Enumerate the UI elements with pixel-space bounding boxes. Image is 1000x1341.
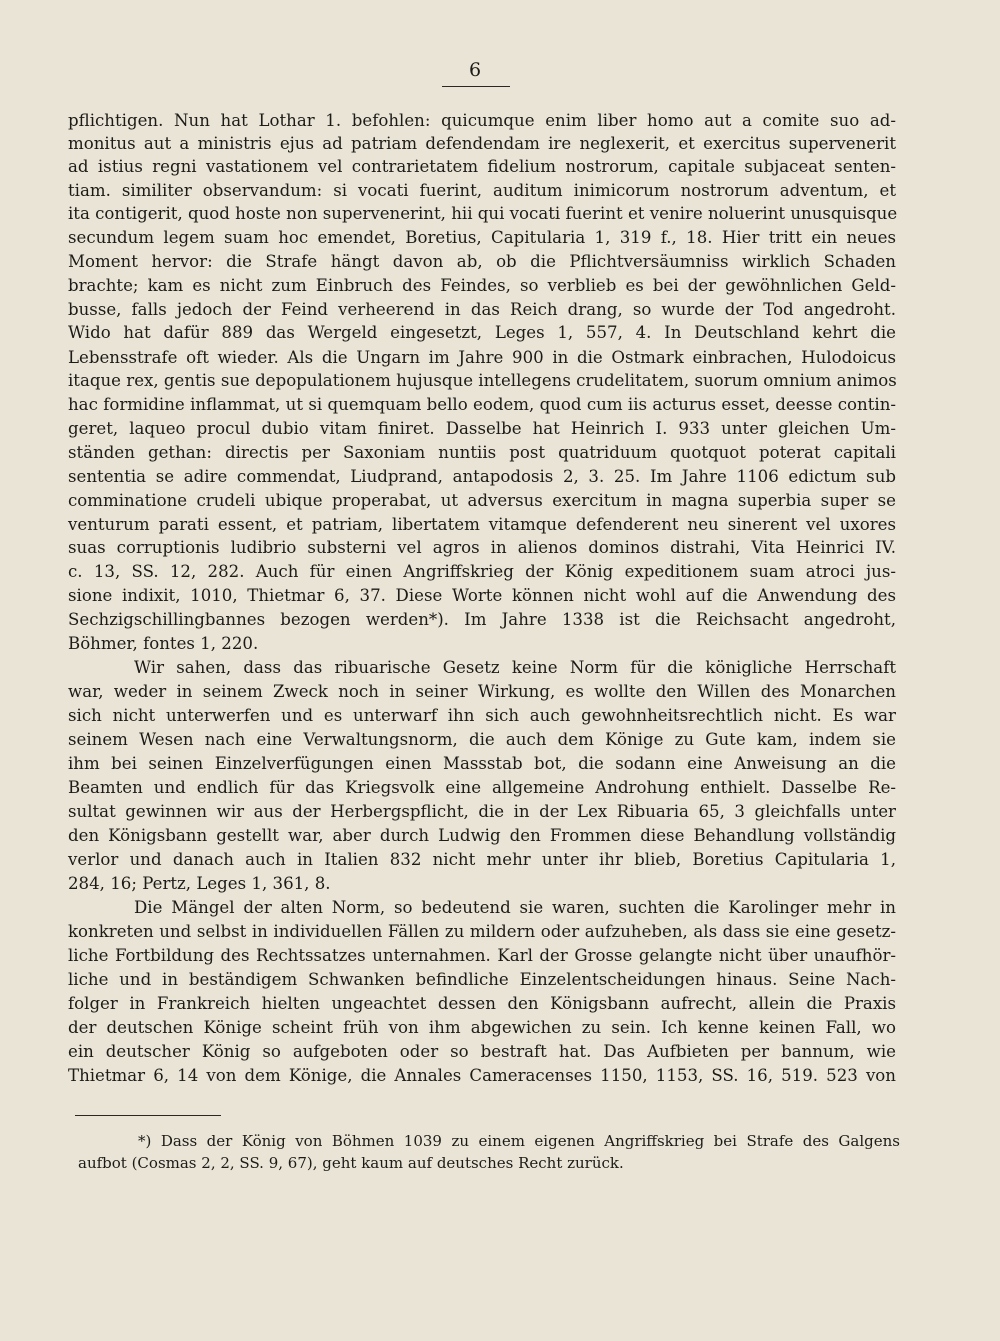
paragraph-first-line: Die Mängel der alten Norm, so bedeutend sie waren, suchten die Karolinger mehr in	[134, 898, 896, 917]
text-line: den Königsbann gestellt war, aber durch Ludwig den Frommen diese Behandlung vollständig	[68, 826, 896, 845]
text-line: ita contigerit, quod hoste non supervenerint, hii qui vocati fuerint et venire noluerint unusquisque	[68, 204, 898, 223]
text-line: folger in Frankreich hielten ungeachtet dessen den Königsbann aufrecht, allein die Praxis	[68, 994, 896, 1013]
text-line: ein deutscher König so aufgeboten oder so bestraft hat. Das Aufbieten per bannum, wie	[68, 1042, 896, 1061]
text-line: verlor und danach auch in Italien 832 nicht mehr unter ihr blieb, Boretius Capitularia 1,	[68, 850, 896, 869]
text-line: der deutschen Könige scheint früh von ihm abgewichen zu sein. Ich kenne keinen Fall, wo	[68, 1018, 896, 1037]
page-number: 6	[468, 59, 482, 81]
text-line: brachte; kam es nicht zum Einbruch des Feindes, so verblieb es bei der gewöhnlichen Geld-	[68, 276, 896, 295]
text-line: pflichtigen. Nun hat Lothar 1. befohlen: quicumque enim liber homo aut a comite suo ad-	[68, 111, 896, 130]
text-line: sultat gewinnen wir aus der Herbergspflicht, die in der Lex Ribuaria 65, 3 gleichfalls unter	[68, 802, 896, 821]
text-line: secundum legem suam hoc emendet, Boretius, Capitularia 1, 319 f., 18. Hier tritt ein neues	[68, 228, 896, 247]
footnote-line: *) Dass der König von Böhmen 1039 zu einem eigenen Angriffskrieg bei Strafe des Galgens	[138, 1132, 900, 1150]
text-line: venturum parati essent, et patriam, libertatem vitamque defenderent neu sinerent vel uxores	[68, 515, 896, 534]
text-line: ständen gethan: directis per Saxoniam nuntiis post quatriduum quotquot poterat capitali	[68, 443, 896, 462]
text-line: 284, 16; Pertz, Leges 1, 361, 8.	[68, 874, 331, 893]
text-line: tiam. similiter observandum: si vocati fuerint, auditum inimicorum nostrorum adventum, et	[68, 181, 896, 200]
text-line: geret, laqueo procul dubio vitam finiret. Dasselbe hat Heinrich I. 933 unter gleichen Um-	[68, 419, 896, 438]
text-line: liche Fortbildung des Rechtssatzes unternahmen. Karl der Grosse gelangte nicht über unaufhör-	[68, 946, 896, 965]
text-line: ihm bei seinen Einzelverfügungen einen Massstab bot, die sodann eine Anweisung an die	[68, 754, 896, 773]
text-line: monitus aut a ministris ejus ad patriam defendendam ire neglexerit, et exercitus supervenerit	[68, 134, 896, 153]
text-line: Böhmer, fontes 1, 220.	[68, 634, 259, 653]
text-line: Thietmar 6, 14 von dem Könige, die Annales Cameracenses 1150, 1153, SS. 16, 519. 523 von	[68, 1066, 896, 1085]
text-line: c. 13, SS. 12, 282. Auch für einen Angriffskrieg der König expeditionem suam atroci jus-	[68, 562, 896, 581]
text-line: war, weder in seinem Zweck noch in seiner Wirkung, es wollte den Willen des Monarchen	[68, 682, 896, 701]
text-line: konkreten und selbst in individuellen Fällen zu mildern oder aufzuheben, als dass sie eine gesetz-	[68, 922, 896, 941]
paragraph-first-line: Wir sahen, dass das ribuarische Gesetz keine Norm für die königliche Herrschaft	[134, 658, 896, 677]
text-line: seinem Wesen nach eine Verwaltungsnorm, die auch dem Könige zu Gute kam, indem sie	[68, 730, 896, 749]
text-line: busse, falls jedoch der Feind verheerend in das Reich drang, so wurde der Tod angedroht.	[68, 300, 896, 319]
text-line: ad istius regni vastationem vel contrarietatem fidelium nostrorum, capitale subjaceat senten-	[68, 157, 896, 176]
text-line: Moment hervor: die Strafe hängt davon ab, ob die Pflichtversäumniss wirklich Schaden	[68, 252, 896, 271]
text-line: sententia se adire commendat, Liudprand, antapodosis 2, 3. 25. Im Jahre 1106 edictum sub	[68, 467, 896, 486]
text-line: sich nicht unterwerfen und es unterwarf ihn sich auch gewohnheitsrechtlich nicht. Es war	[68, 706, 896, 725]
text-line: hac formidine inflammat, ut si quemquam bello eodem, quod cum iis acturus esset, deesse contin-	[68, 395, 896, 414]
header-rule	[442, 86, 510, 87]
text-line: suas corruptionis ludibrio substerni vel agros in alienos dominos distrahi, Vita Heinrici IV.	[68, 538, 896, 557]
text-line: Sechzigschillingbannes bezogen werden*). Im Jahre 1338 ist die Reichsacht angedroht,	[68, 610, 896, 629]
text-line: comminatione crudeli ubique properabat, ut adversus exercitum in magna superbia super se	[68, 491, 896, 510]
text-line: Beamten und endlich für das Kriegsvolk eine allgemeine Androhung enthielt. Dasselbe Re-	[68, 778, 896, 797]
text-line: liche und in beständigem Schwanken befindliche Einzelentscheidungen hinaus. Seine Nach-	[68, 970, 896, 989]
footnote-rule	[75, 1115, 221, 1116]
text-line: Wido hat dafür 889 das Wergeld eingesetzt, Leges 1, 557, 4. In Deutschland kehrt die	[68, 323, 896, 342]
text-line: Lebensstrafe oft wieder. Als die Ungarn im Jahre 900 in die Ostmark einbrachen, Hulodoicus	[68, 348, 896, 367]
text-line: itaque rex, gentis sue depopulationem hujusque intellegens crudelitatem, suorum omnium animos	[68, 371, 897, 390]
text-line: sione indixit, 1010, Thietmar 6, 37. Diese Worte können nicht wohl auf die Anwendung des	[68, 586, 896, 605]
footnote-line: aufbot (Cosmas 2, 2, SS. 9, 67), geht kaum auf deutsches Recht zurück.	[78, 1154, 624, 1172]
